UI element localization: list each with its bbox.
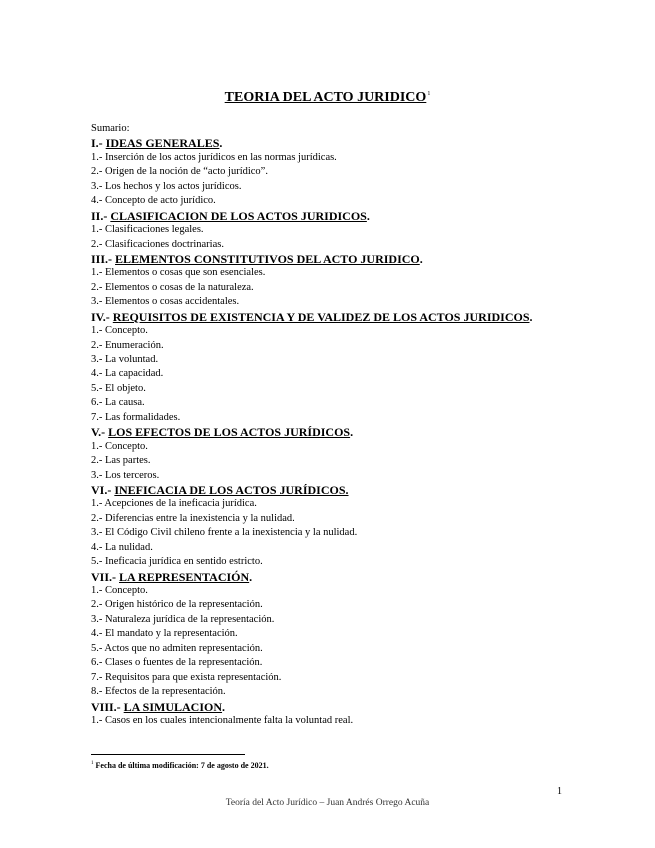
toc-item: 8.- Efectos de la representación. [91, 686, 226, 698]
section-number: VI.- [91, 482, 112, 497]
running-footer: Teoría del Acto Jurídico – Juan Andrés Orrego Acuña [225, 798, 430, 808]
section-title: IDEAS GENERALES [105, 136, 220, 151]
toc-item: 4.- La capacidad. [91, 368, 164, 380]
toc-item: 1.- Elementos o cosas que son esenciales. [91, 267, 266, 279]
section-heading: VII.- LA REPRESENTACIÓN. [91, 569, 253, 584]
toc-item: 5.- Ineficacia jurídica en sentido estricto. [91, 556, 263, 568]
section-title: CLASIFICACION DE LOS ACTOS JURIDICOS [110, 208, 367, 223]
section-number: VII.- [91, 569, 117, 584]
title-footnote-marker: 1 [427, 91, 431, 98]
section-title: ELEMENTOS CONSTITUTIVOS DEL ACTO JURIDICO [115, 251, 420, 266]
section-number: III.- [91, 251, 113, 266]
toc-item: 6.- La causa. [91, 397, 145, 409]
toc-item: 1.- Clasificaciones legales. [91, 224, 204, 236]
toc-item: 2.- Origen de la noción de “acto jurídico”. [91, 166, 268, 178]
footnote-marker: 1 [91, 761, 94, 767]
document-title-text: TEORIA DEL ACTO JURIDICO [224, 90, 427, 105]
section-number: I.- [91, 136, 103, 151]
toc-item: 2.- Diferencias entre la inexistencia y la nulidad. [91, 512, 295, 524]
toc-item: 3.- La voluntad. [91, 354, 159, 366]
toc-item: 1.- Concepto. [91, 325, 148, 337]
section-number: VIII.- [91, 699, 121, 714]
section-heading: I.- IDEAS GENERALES. [91, 136, 223, 151]
section-title: LA REPRESENTACIÓN [119, 569, 250, 584]
toc-item: 5.- El objeto. [91, 382, 146, 394]
section-title: INEFICACIA DE LOS ACTOS JURÍDICOS. [114, 482, 349, 497]
footnote-text: Fecha de última modificación: 7 de agosto de 2021. [95, 761, 269, 770]
toc-item: 1.- Inserción de los actos jurídicos en las normas jurídicas. [91, 151, 337, 163]
toc-item: 1.- Concepto. [91, 440, 148, 452]
section-number: IV.- [91, 309, 110, 324]
toc-item: 2.- Enumeración. [91, 339, 164, 351]
toc-item: 2.- Las partes. [91, 455, 151, 467]
section-title: REQUISITOS DE EXISTENCIA Y DE VALIDEZ DE LOS ACTOS JURIDICOS [112, 309, 530, 324]
toc-item: 3.- El Código Civil chileno frente a la inexistencia y la nulidad. [91, 527, 358, 539]
sumario-label: Sumario: [91, 123, 130, 134]
toc-item: 1.- Concepto. [91, 585, 148, 597]
section-number: II.- [91, 208, 108, 223]
toc-item: 4.- El mandato y la representación. [91, 628, 238, 640]
section-heading: IV.- REQUISITOS DE EXISTENCIA Y DE VALIDEZ DE LOS ACTOS JURIDICOS. [91, 309, 533, 324]
section-heading: VIII.- LA SIMULACION. [91, 699, 226, 714]
toc-item: 1.- Casos en los cuales intencionalmente falta la voluntad real. [91, 714, 354, 726]
section-title: LA SIMULACION [123, 699, 223, 714]
toc-item: 3.- Los hechos y los actos jurídicos. [91, 180, 242, 192]
toc-item: 7.- Las formalidades. [91, 411, 181, 423]
footnote-separator [91, 754, 245, 755]
section-title: LOS EFECTOS DE LOS ACTOS JURÍDICOS [108, 425, 351, 440]
document-title [0, 90, 655, 106]
page-number: 1 [557, 786, 562, 797]
toc-item: 2.- Elementos o cosas de la naturaleza. [91, 281, 254, 293]
toc-item: 2.- Origen histórico de la representación. [91, 599, 263, 611]
toc-item: 4.- La nulidad. [91, 541, 153, 553]
section-heading [91, 483, 564, 497]
toc-item: 6.- Clases o fuentes de la representación. [91, 657, 263, 669]
toc-item: 4.- Concepto de acto jurídico. [91, 195, 216, 207]
toc-item: 3.- Naturaleza jurídica de la representación. [91, 613, 275, 625]
toc-item: 3.- Elementos o cosas accidentales. [91, 296, 240, 308]
toc-item: 5.- Actos que no admiten representación. [91, 642, 263, 654]
section-heading: V.- LOS EFECTOS DE LOS ACTOS JURÍDICOS. [91, 425, 354, 440]
toc-item: 7.- Requisitos para que exista representación. [91, 671, 282, 683]
section-heading: II.- CLASIFICACION DE LOS ACTOS JURIDICOS. [91, 208, 370, 223]
table-of-contents [91, 122, 564, 728]
section-number: V.- [91, 425, 106, 440]
toc-item: 3.- Los terceros. [91, 469, 160, 481]
footnote [91, 761, 269, 770]
section-heading: III.- ELEMENTOS CONSTITUTIVOS DEL ACTO JURIDICO. [91, 251, 423, 266]
toc-item: 2.- Clasificaciones doctrinarias. [91, 238, 224, 250]
toc-item: 1.- Acepciones de la ineficacia jurídica. [91, 498, 257, 510]
